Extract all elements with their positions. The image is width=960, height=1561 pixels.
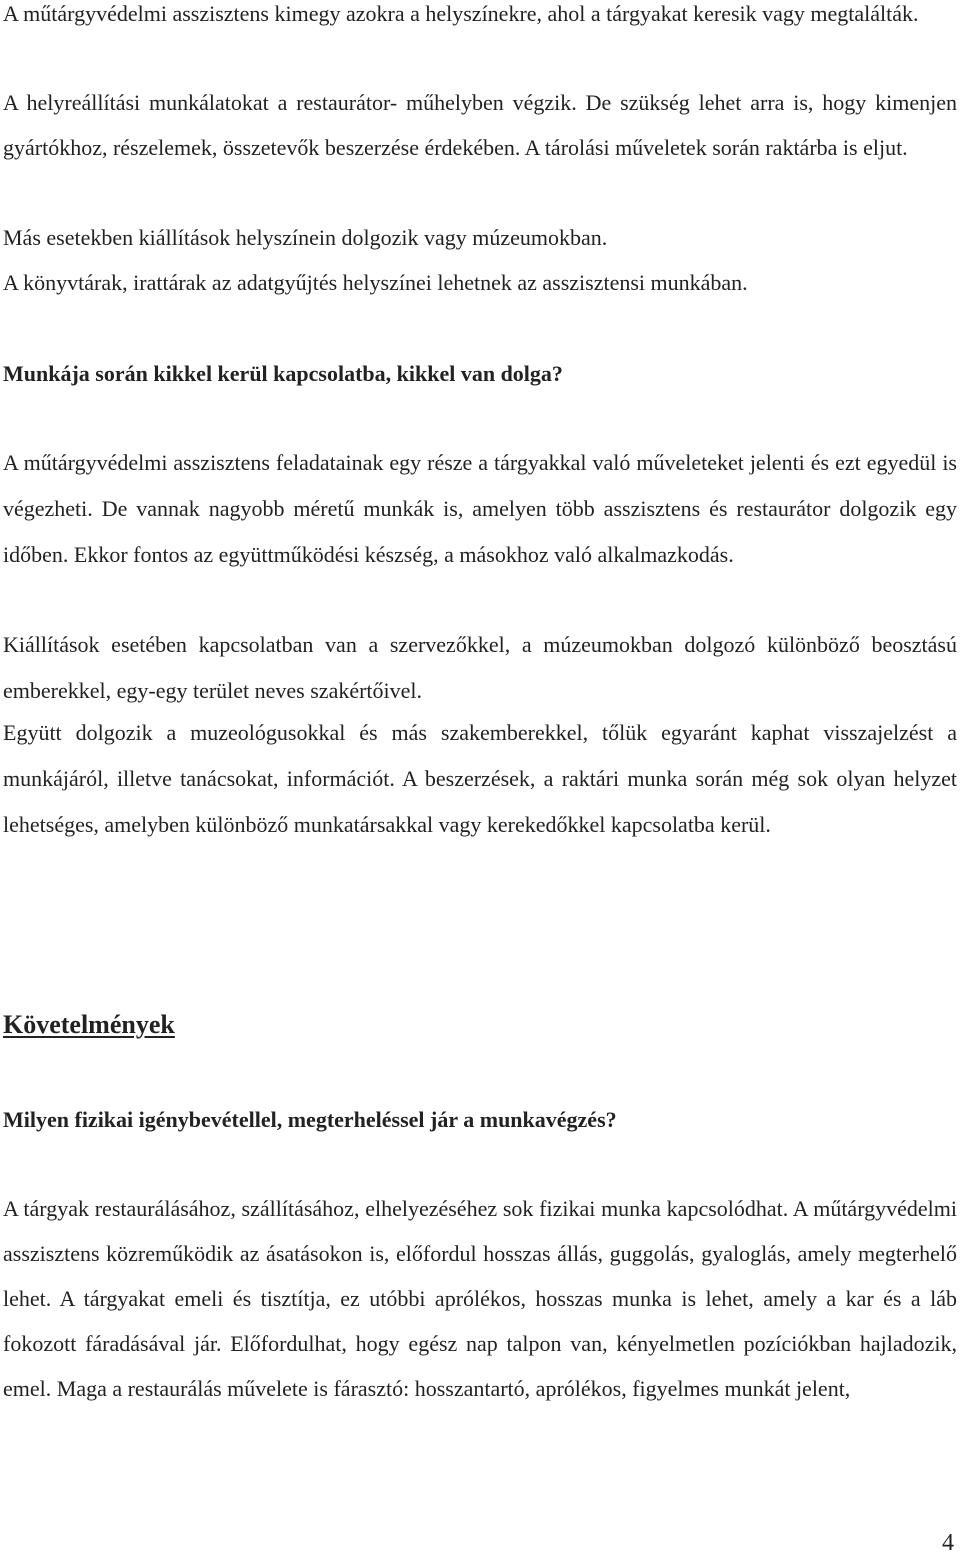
paragraph-exhibition-contacts: Kiállítások esetében kapcsolatban van a szervezőkkel, a múzeumokban dolgozó különböző beosztású emberekkel, egy-egy terület neves szakértőivel. bbox=[3, 632, 957, 703]
paragraph-colleagues: Együtt dolgozik a muzeológusokkal és más szakemberekkel, tőlük egyaránt kaphat visszajelzést a munkájáról, illetve tanácsokat, információt. A beszerzések, a raktári munka során még sok olyan helyzet lehetséges, amelyben különböző munkatársakkal vagy kerekedőkkel kapcsolatba kerül. bbox=[3, 720, 957, 837]
page-number: 4 bbox=[942, 1530, 954, 1556]
question-physical-heading: Milyen fizikai igénybevétellel, megterheléssel jár a munkavégzés? bbox=[3, 1107, 617, 1132]
section-title-requirements: Követelmények bbox=[3, 1010, 175, 1039]
paragraph-exhibitions: Más esetekben kiállítások helyszínein dolgozik vagy múzeumokban. bbox=[3, 225, 608, 250]
paragraph-site-visits: A műtárgyvédelmi asszisztens kimegy azokra a helyszínekre, ahol a tárgyakat keresik vagy megtalálták. bbox=[3, 1, 919, 26]
paragraph-restoration-workshop: A helyreállítási munkálatokat a restaurátor- műhelyben végzik. De szükség lehet arra is, hogy kimenjen gyártókhoz, részelemek, összetevők beszerzése érdekében. A tárolási műveletek során raktárba is eljut. bbox=[3, 90, 957, 160]
paragraph-libraries: A könyvtárak, irattárak az adatgyűjtés helyszínei lehetnek az asszisztensi munkában. bbox=[3, 270, 748, 295]
question-contacts-heading: Munkája során kikkel kerül kapcsolatba, kikkel van dolga? bbox=[3, 361, 563, 386]
paragraph-teamwork: A műtárgyvédelmi asszisztens feladatainak egy része a tárgyakkal való műveleteket jelenti és ezt egyedül is végezheti. De vannak nagyobb méretű munkák is, amelyen több asszisztens és restaurátor dolgozik egy időben. Ekkor fontos az együttműködési készség, a másokhoz való alkalmazkodás. bbox=[3, 450, 957, 567]
paragraph-physical-demands: A tárgyak restaurálásához, szállításához, elhelyezéséhez sok fizikai munka kapcsolódhat. A műtárgyvédelmi asszisztens közreműködik az ásatásokon is, előfordul hosszas állás, guggolás, gyaloglás, amely megterhelő lehet. A tárgyakat emeli és tisztítja, ez utóbbi aprólékos, hosszas munka is lehet, amely a kar és a láb fokozott fáradásával jár. Előfordulhat, hogy egész nap talpon van, kényelmetlen pozíciókban hajladozik, emel. Maga a restaurálás művelete is fárasztó: hosszantartó, aprólékos, figyelmes munkát jelent, bbox=[3, 1196, 957, 1401]
